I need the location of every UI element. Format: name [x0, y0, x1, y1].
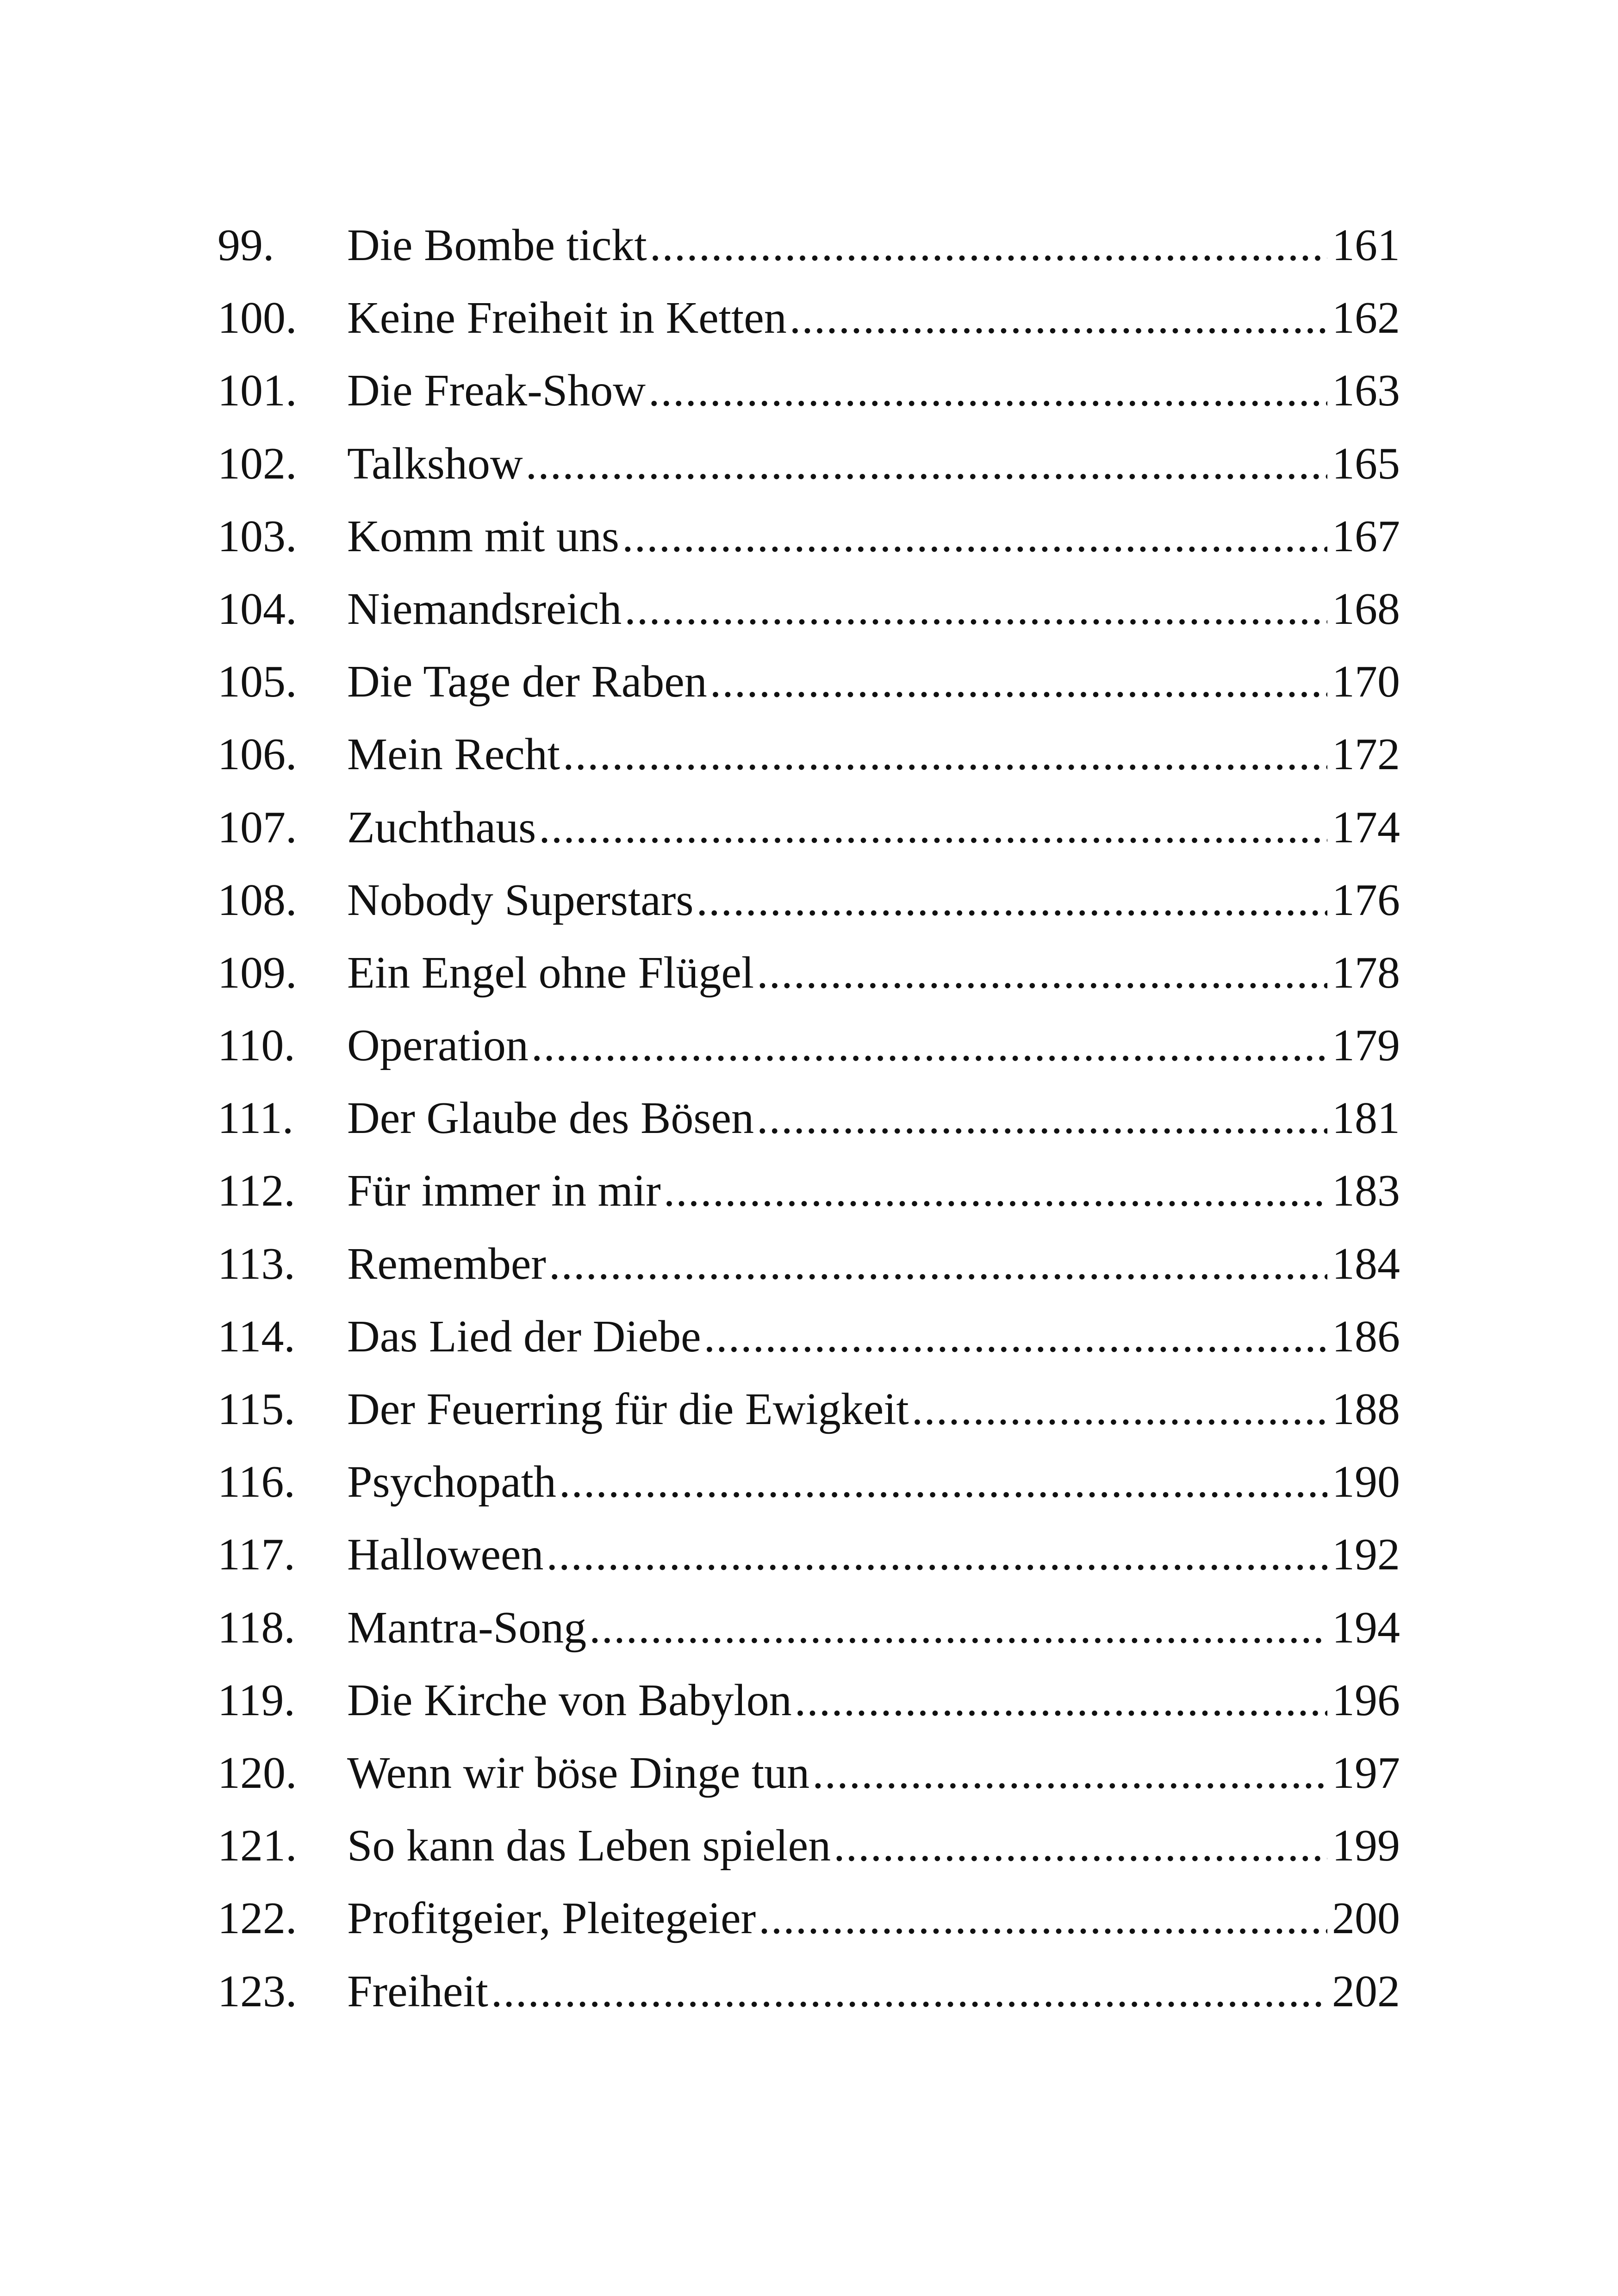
toc-entry[interactable]: [218, 1882, 1400, 1955]
toc-entry-dot-leader: [710, 646, 1327, 718]
toc-entry[interactable]: [218, 1373, 1400, 1446]
toc-entry-number: 123.: [218, 1966, 297, 2016]
toc-entry-title: Das Lied der Diebe: [347, 1311, 701, 1362]
toc-entry-title: Ein Engel ohne Flügel: [347, 947, 754, 998]
toc-entry-dot-leader: [526, 428, 1327, 500]
toc-entry-number: 111.: [218, 1093, 294, 1144]
toc-entry-dot-leader: [759, 1882, 1327, 1955]
toc-entry[interactable]: [218, 1446, 1400, 1518]
toc-entry-title: So kann das Leben spielen: [347, 1821, 831, 1871]
toc-entry-page-number: 174: [1332, 802, 1400, 852]
toc-entry-dot-leader: [664, 1155, 1327, 1227]
toc-entry-title: Komm mit uns: [347, 511, 620, 561]
toc-entry[interactable]: [218, 1082, 1400, 1155]
toc-entry-page-number: 200: [1332, 1893, 1400, 1944]
toc-entry-dot-leader: [559, 1446, 1327, 1518]
toc-entry-page-number: 202: [1332, 1966, 1400, 2016]
toc-entry-dot-leader: [757, 1082, 1327, 1155]
toc-entry-dot-leader: [624, 573, 1327, 646]
toc-entry-title: Freiheit: [347, 1966, 488, 2016]
toc-entry-dot-leader: [589, 1592, 1327, 1664]
toc-entry-dot-leader: [549, 1228, 1327, 1300]
toc-entry[interactable]: [218, 282, 1400, 355]
toc-entry-number: 102.: [218, 438, 297, 489]
toc-entry-page-number: 167: [1332, 511, 1400, 561]
toc-entry-number: 118.: [218, 1602, 295, 1653]
toc-entry-number: 109.: [218, 947, 297, 998]
toc-entry-dot-leader: [650, 209, 1327, 282]
toc-entry-page-number: 162: [1332, 293, 1400, 343]
toc-entry-dot-leader: [795, 1664, 1327, 1737]
toc-entry-title: Operation: [347, 1020, 529, 1071]
toc-entry-number: 107.: [218, 802, 297, 852]
toc-entry-number: 120.: [218, 1748, 297, 1798]
toc-entry-page-number: 197: [1332, 1748, 1400, 1798]
toc-entry[interactable]: [218, 355, 1400, 427]
toc-entry-number: 117.: [218, 1530, 295, 1580]
toc-entry-dot-leader: [834, 1810, 1327, 1882]
toc-entry-number: 115.: [218, 1384, 295, 1434]
toc-entry-title: Die Kirche von Babylon: [347, 1675, 792, 1725]
toc-entry-title: Der Glaube des Bösen: [347, 1093, 754, 1144]
toc-entry-number: 104.: [218, 584, 297, 634]
toc-entry-dot-leader: [790, 282, 1327, 355]
toc-entry-title: Die Freak-Show: [347, 366, 646, 416]
toc-entry-dot-leader: [757, 937, 1327, 1009]
toc-entry-page-number: 178: [1332, 947, 1400, 998]
toc-entry-page-number: 181: [1332, 1093, 1400, 1144]
toc-entry[interactable]: [218, 1592, 1400, 1664]
toc-entry-dot-leader: [547, 1518, 1328, 1591]
toc-entry-title: Mein Recht: [347, 729, 560, 780]
toc-entry[interactable]: [218, 937, 1400, 1009]
toc-entry-dot-leader: [491, 1955, 1327, 2028]
toc-entry-page-number: 176: [1332, 875, 1400, 925]
toc-entry[interactable]: [218, 1009, 1400, 1082]
toc-entry-page-number: 165: [1332, 438, 1400, 489]
toc-entry-number: 113.: [218, 1238, 295, 1289]
toc-entry-title: Die Bombe tickt: [347, 220, 647, 270]
toc-entry[interactable]: [218, 573, 1400, 646]
toc-entry-page-number: 192: [1332, 1530, 1400, 1580]
toc-entry-page-number: 179: [1332, 1020, 1400, 1071]
toc-entry-page-number: 184: [1332, 1238, 1400, 1289]
toc-entry-dot-leader: [697, 864, 1327, 937]
toc-entry-number: 99.: [218, 220, 274, 270]
toc-entry-dot-leader: [531, 1009, 1327, 1082]
toc-entry[interactable]: [218, 428, 1400, 500]
toc-entry-number: 108.: [218, 875, 297, 925]
toc-entry-title: Profitgeier, Pleitegeier: [347, 1893, 756, 1944]
toc-entry-page-number: 172: [1332, 729, 1400, 780]
toc-entry-page-number: 170: [1332, 657, 1400, 707]
toc-entry[interactable]: [218, 1664, 1400, 1737]
toc-entry-page-number: 163: [1332, 366, 1400, 416]
toc-entry[interactable]: [218, 718, 1400, 791]
toc-entry-number: 116.: [218, 1457, 295, 1507]
toc-entry-page-number: 183: [1332, 1166, 1400, 1216]
toc-entry[interactable]: [218, 1810, 1400, 1882]
toc-entry-title: Mantra-Song: [347, 1602, 587, 1653]
toc-entry-dot-leader: [812, 1737, 1327, 1810]
toc-entry-number: 110.: [218, 1020, 295, 1071]
toc-entry-number: 103.: [218, 511, 297, 561]
toc-entry-dot-leader: [704, 1300, 1327, 1373]
toc-entry-title: Nobody Superstars: [347, 875, 694, 925]
toc-entry-page-number: 161: [1332, 220, 1400, 270]
toc-entry-title: Für immer in mir: [347, 1166, 661, 1216]
toc-entry-title: Psychopath: [347, 1457, 556, 1507]
toc-entry-title: Remember: [347, 1238, 546, 1289]
toc-entry-number: 114.: [218, 1311, 295, 1362]
toc-entry-title: Keine Freiheit in Ketten: [347, 293, 787, 343]
toc-entry[interactable]: [218, 1737, 1400, 1810]
toc-entry[interactable]: [218, 1228, 1400, 1300]
toc-entry-title: Wenn wir böse Dinge tun: [347, 1748, 810, 1798]
toc-entry-number: 112.: [218, 1166, 295, 1216]
toc-entry-number: 100.: [218, 293, 297, 343]
toc-entry-dot-leader: [622, 500, 1327, 573]
toc-entry-title: Talkshow: [347, 438, 523, 489]
toc-entry-dot-leader: [563, 718, 1327, 791]
toc-entry-page-number: 196: [1332, 1675, 1400, 1725]
toc-entry-number: 121.: [218, 1821, 297, 1871]
toc-entry-number: 105.: [218, 657, 297, 707]
toc-entry-title: Halloween: [347, 1530, 544, 1580]
toc-entry-page-number: 194: [1332, 1602, 1400, 1653]
toc-entry-page-number: 190: [1332, 1457, 1400, 1507]
table-of-contents: [218, 209, 1400, 2028]
toc-entry[interactable]: [218, 1155, 1400, 1227]
toc-entry-title: Die Tage der Raben: [347, 657, 707, 707]
toc-entry[interactable]: [218, 500, 1400, 573]
toc-entry-number: 106.: [218, 729, 297, 780]
toc-entry-number: 119.: [218, 1675, 295, 1725]
toc-entry[interactable]: [218, 1300, 1400, 1373]
toc-entry-title: Der Feuerring für die Ewigkeit: [347, 1384, 909, 1434]
toc-entry-number: 122.: [218, 1893, 297, 1944]
toc-entry[interactable]: [218, 1518, 1400, 1591]
toc-entry-page-number: 199: [1332, 1821, 1400, 1871]
toc-entry[interactable]: [218, 791, 1400, 864]
toc-entry-dot-leader: [648, 355, 1327, 427]
toc-entry-page-number: 186: [1332, 1311, 1400, 1362]
toc-entry-dot-leader: [539, 791, 1327, 864]
toc-entry[interactable]: [218, 209, 1400, 282]
toc-entry-number: 101.: [218, 366, 297, 416]
toc-entry-page-number: 168: [1332, 584, 1400, 634]
toc-entry-dot-leader: [912, 1373, 1327, 1446]
toc-entry[interactable]: [218, 864, 1400, 937]
toc-entry[interactable]: [218, 1955, 1400, 2028]
toc-entry-title: Zuchthaus: [347, 802, 536, 852]
toc-entry-page-number: 188: [1332, 1384, 1400, 1434]
toc-entry[interactable]: [218, 646, 1400, 718]
toc-entry-title: Niemandsreich: [347, 584, 622, 634]
